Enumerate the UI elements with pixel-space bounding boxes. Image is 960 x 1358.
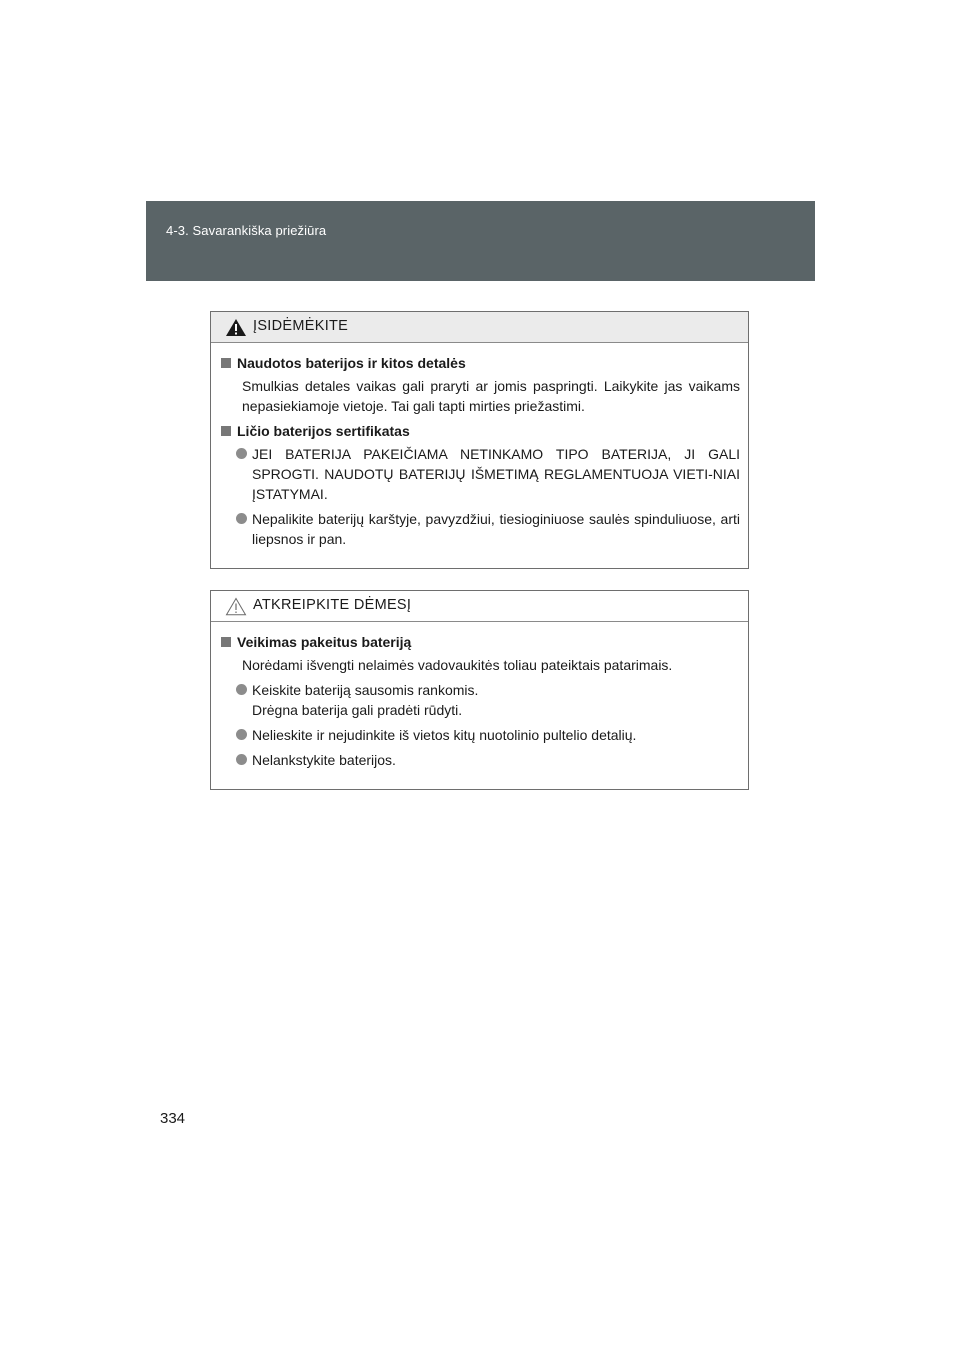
list-item (219, 750, 740, 770)
list-item-text: Nelankstykite baterijos. (252, 752, 396, 768)
list-item (219, 680, 740, 720)
circle-bullet-icon (236, 754, 247, 765)
section-title: 4-3. Savarankiška priežiūra (166, 223, 327, 238)
square-bullet-icon (221, 358, 231, 368)
list-item-text: Nelieskite ir nejudinkite iš vietos kitų nuotolinio pultelio detalių. (252, 727, 637, 743)
section-heading-text: Naudotos baterijos ir kitos detalės (237, 355, 466, 371)
warning-triangle-filled-icon (225, 318, 247, 337)
square-bullet-icon (221, 426, 231, 436)
caution-box-header (211, 312, 748, 343)
section-heading-text: Veikimas pakeitus bateriją (237, 634, 412, 650)
section-paragraph: Smulkias detales vaikas gali praryti ar jomis paspringti. Laikykite jas vaikams nepasiekiamoje vietoje. Tai gali tapti mirties priežastimi. (242, 378, 740, 414)
circle-bullet-icon (236, 448, 247, 459)
section-heading-text: Ličio baterijos sertifikatas (237, 423, 410, 439)
section-paragraph: Norėdami išvengti nelaimės vadovaukitės toliau pateiktais patarimais. (242, 657, 673, 673)
notice-box (210, 590, 749, 790)
caution-box (210, 311, 749, 569)
list-item (219, 509, 740, 549)
circle-bullet-icon (236, 513, 247, 524)
circle-bullet-icon (236, 729, 247, 740)
list-item-text: Drėgna baterija gali pradėti rūdyti. (252, 702, 463, 718)
square-bullet-icon (221, 637, 231, 647)
circle-bullet-icon (236, 684, 247, 695)
list-item (219, 725, 740, 745)
section-heading (219, 632, 740, 652)
notice-box-header (211, 591, 748, 622)
list-item-text: Nepalikite baterijų karštyje, pavyzdžiui, tiesioginiuose saulės spinduliuose, arti liepsnos ir pan. (252, 511, 740, 547)
section-header-band (146, 201, 815, 281)
notice-box-body (211, 622, 748, 770)
page-number: 334 (160, 1110, 186, 1127)
section-heading (219, 353, 740, 373)
warning-triangle-outline-icon (225, 597, 247, 616)
notice-title: ATKREIPKITE DĖMESĮ (253, 597, 412, 613)
caution-box-body (211, 343, 748, 549)
list-item-text: JEI BATERIJA PAKEIČIAMA NETINKAMO TIPO BATERIJA, JI GALI SPROGTI. NAUDOTŲ BATERIJŲ IŠMETIMĄ REGLAMENTUOJA VIETI-NIAI ĮSTATYMAI. (252, 446, 740, 502)
caution-title: ĮSIDĖMĖKITE (253, 318, 349, 334)
list-item (219, 444, 740, 504)
section-heading (219, 421, 740, 441)
list-item-text: Keiskite bateriją sausomis rankomis. (252, 682, 479, 698)
